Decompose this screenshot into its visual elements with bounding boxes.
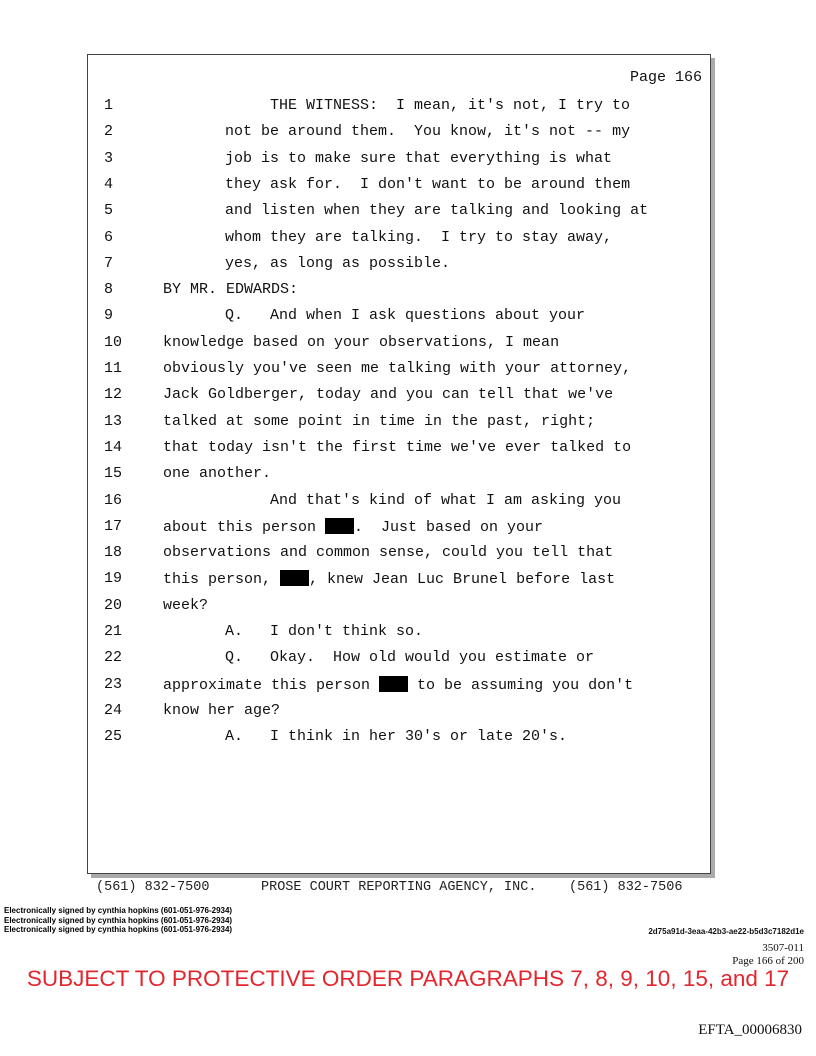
line-text-before: approximate this person (163, 676, 380, 694)
transcript-line (88, 465, 710, 489)
transcript-line (88, 123, 710, 147)
line-number: 5 (104, 202, 114, 220)
line-text: yes, as long as possible. (225, 254, 451, 272)
line-number: 13 (104, 412, 123, 430)
line-number: 25 (104, 728, 123, 746)
transcript-line (88, 492, 710, 516)
transcript-line (88, 176, 710, 200)
line-number: 24 (104, 701, 123, 719)
line-number: 16 (104, 491, 123, 509)
line-number: 9 (104, 307, 114, 325)
line-text: not be around them. You know, it's not -- my (225, 123, 631, 141)
transcript-line (88, 229, 710, 253)
line-number: 3 (104, 149, 114, 167)
line-text: knowledge based on your observations, I mean (163, 333, 560, 351)
line-text: that today isn't the first time we've ever talked to (163, 438, 632, 456)
transcript-line (88, 597, 710, 621)
transcript-line (88, 676, 710, 700)
line-number: 8 (104, 281, 114, 299)
line-number: 17 (104, 517, 123, 535)
line-number: 20 (104, 596, 123, 614)
line-text: BY MR. EDWARDS: (163, 281, 299, 299)
line-number: 2 (104, 123, 114, 141)
bates-page-of: Page 166 of 200 (732, 954, 804, 967)
redaction-box (325, 518, 354, 534)
agency-name: PROSE COURT REPORTING AGENCY, INC. (261, 880, 537, 895)
redaction-box (280, 570, 309, 586)
line-text (163, 676, 633, 694)
line-text: Q. And when I ask questions about your (225, 307, 586, 325)
transcript-line (88, 150, 710, 174)
line-number: 18 (104, 544, 123, 562)
transcript-line (88, 518, 710, 542)
transcript-page (87, 54, 711, 874)
transcript-line (88, 334, 710, 358)
phone-left: (561) 832-7500 (96, 880, 210, 895)
efta-identifier: EFTA_00006830 (698, 1022, 802, 1038)
line-text: And that's kind of what I am asking you (270, 491, 622, 509)
line-text: job is to make sure that everything is what (225, 149, 613, 167)
bates-stamp (732, 942, 804, 967)
line-number: 23 (104, 675, 123, 693)
line-number: 7 (104, 254, 114, 272)
line-number: 6 (104, 228, 114, 246)
transcript-line (88, 307, 710, 331)
line-number: 11 (104, 360, 123, 377)
line-text: THE WITNESS: I mean, it's not, I try to (270, 97, 631, 114)
electronic-signatures (4, 906, 232, 935)
line-number: 4 (104, 175, 114, 193)
line-number: 10 (104, 333, 123, 351)
line-text: obviously you've seen me talking with your attorney, (163, 360, 632, 377)
line-text: Q. Okay. How old would you estimate or (225, 649, 595, 667)
transcript-line (88, 413, 710, 437)
line-text: Jack Goldberger, today and you can tell that we've (163, 386, 614, 404)
esign-line: Electronically signed by cynthia hopkins (601-051-976-2934) (4, 915, 233, 925)
line-text: A. I don't think so. (225, 623, 424, 640)
line-text: know her age? (163, 701, 281, 719)
line-number: 22 (104, 649, 123, 667)
line-text: whom they are talking. I try to stay away, (225, 228, 613, 246)
line-number: 21 (104, 623, 123, 640)
transcript-line (88, 97, 710, 121)
line-number: 1 (104, 97, 114, 114)
transcript-line (88, 255, 710, 279)
protective-order-notice: SUBJECT TO PROTECTIVE ORDER PARAGRAPHS 7, 8, 9, 10, 15, and 17 (26, 966, 790, 991)
line-number: 12 (104, 386, 123, 404)
line-text (163, 570, 615, 588)
transcript-line (88, 360, 710, 384)
transcript-line (88, 728, 710, 752)
transcript-line (88, 386, 710, 410)
line-text-after: to be assuming you don't (408, 676, 634, 694)
page-label: Page 166 (629, 69, 702, 86)
bates-number: 3507-011 (762, 942, 804, 954)
transcript-line (88, 202, 710, 226)
document-hash: 2d75a91d-3eaa-42b3-ae22-b5d3c7182d1e (648, 927, 804, 936)
transcript-line (88, 702, 710, 726)
phone-right: (561) 832-7506 (569, 880, 683, 895)
line-text: A. I think in her 30's or late 20's. (225, 728, 568, 746)
line-text: talked at some point in time in the past, right; (163, 412, 596, 430)
transcript-line (88, 649, 710, 673)
line-number: 19 (104, 570, 123, 588)
transcript-line (88, 544, 710, 568)
transcript-line (88, 623, 710, 647)
esign-line: Electronically signed by cynthia hopkins (601-051-976-2934) (4, 906, 233, 915)
line-text (163, 518, 543, 536)
line-text-before: about this person (163, 518, 326, 536)
line-text-after: , knew Jean Luc Brunel before last (309, 571, 616, 589)
transcript-line (88, 281, 710, 305)
line-number: 15 (104, 465, 123, 483)
line-text: observations and common sense, could you tell that (163, 544, 614, 562)
line-text: week? (163, 596, 209, 614)
transcript-line (88, 439, 710, 463)
esign-line: Electronically signed by cynthia hopkins (601-051-976-2934) (4, 925, 233, 934)
line-text: they ask for. I don't want to be around them (225, 175, 631, 193)
line-number: 14 (104, 438, 123, 456)
line-text-after: . Just based on your (354, 518, 544, 536)
line-text: one another. (163, 465, 272, 483)
line-text-before: this person, (163, 571, 281, 589)
redaction-box (379, 676, 408, 692)
transcript-line (88, 570, 710, 594)
line-text: and listen when they are talking and looking at (225, 202, 649, 220)
